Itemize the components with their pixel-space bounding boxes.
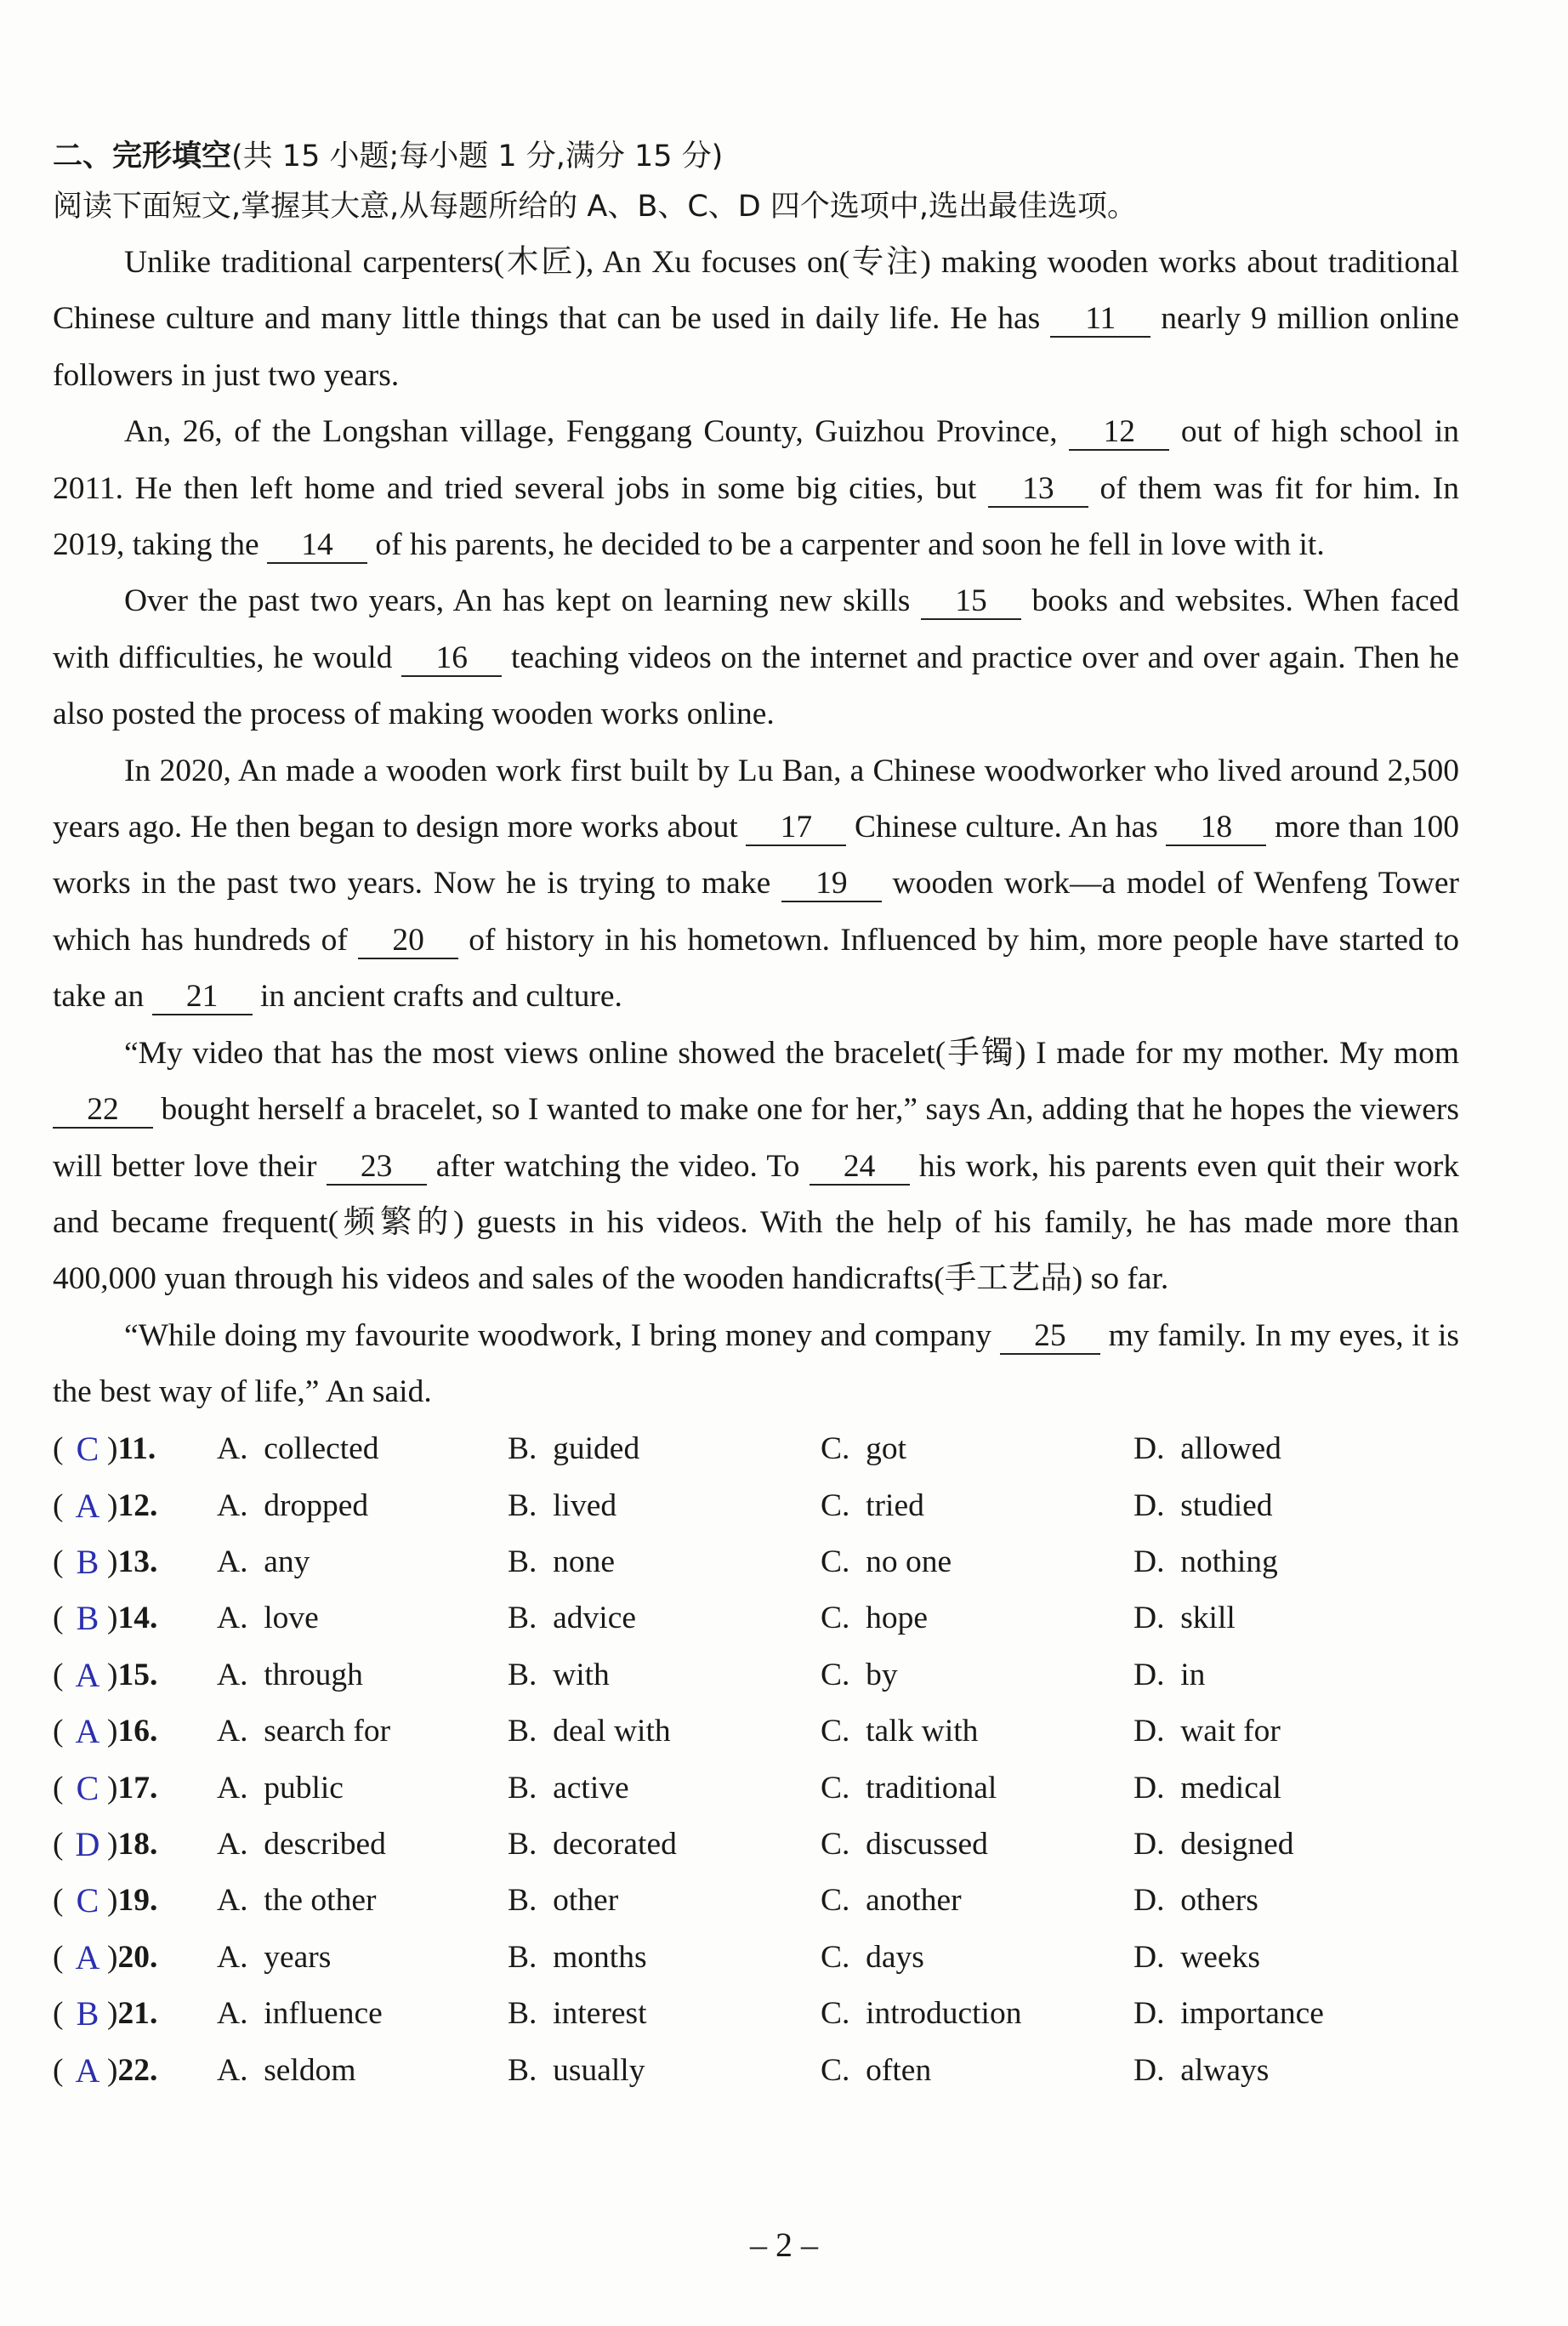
question-row: [53, 1929, 1459, 1985]
option-label: A.: [217, 1544, 248, 1579]
option-label: D.: [1133, 1601, 1165, 1636]
blank-12: 12: [1069, 415, 1169, 451]
option-label: A.: [217, 1996, 248, 2032]
option-label: C.: [821, 1996, 850, 2032]
question-lead: [53, 1711, 217, 1751]
blank-15: 15: [921, 584, 1021, 620]
open-paren: (: [53, 1657, 64, 1692]
option-b: [508, 1939, 821, 1976]
option-label: C.: [821, 1431, 850, 1467]
option-text: studied: [1180, 1487, 1273, 1523]
option-label: D.: [1133, 1431, 1165, 1467]
option-label: C.: [821, 1657, 850, 1692]
option-text: always: [1180, 2052, 1270, 2088]
option-text: designed: [1180, 1826, 1294, 1862]
option-label: D.: [1133, 1939, 1165, 1975]
option-label: A.: [217, 1714, 248, 1749]
question-row: [53, 1421, 1459, 1477]
option-c: [821, 2052, 1133, 2089]
question-row: [53, 1873, 1459, 1929]
question-row: [53, 1533, 1459, 1590]
question-row: [53, 1985, 1459, 2041]
question-lead: [53, 1542, 217, 1582]
option-d: [1133, 1826, 1294, 1863]
option-b: [508, 1882, 821, 1919]
option-label: B.: [508, 1826, 537, 1862]
option-text: search for: [264, 1714, 391, 1749]
page-number: – 2 –: [750, 2226, 818, 2264]
option-label: B.: [508, 1601, 537, 1636]
option-c: [821, 1995, 1133, 2032]
option-text: none: [553, 1544, 616, 1579]
option-a: [217, 1882, 508, 1919]
option-text: allowed: [1180, 1431, 1281, 1467]
answer-letter: D: [75, 1824, 100, 1863]
question-row: [53, 1760, 1459, 1816]
option-text: discussed: [866, 1826, 988, 1862]
option-text: deal with: [553, 1714, 671, 1749]
option-text: interest: [553, 1996, 647, 2032]
question-row: [53, 1816, 1459, 1872]
option-label: A.: [217, 2052, 248, 2088]
open-paren: (: [53, 1601, 64, 1636]
option-b: [508, 1770, 821, 1806]
answer-letter: B: [76, 1599, 99, 1638]
blank-11: 11: [1050, 302, 1150, 338]
option-d: [1133, 1544, 1278, 1580]
option-b: [508, 1544, 821, 1580]
option-text: hope: [866, 1601, 929, 1636]
paragraph-6: “While doing my favourite woodwork, I bring money and company 25 my family. In my eyes, it is the best way of life,” An said.: [53, 1317, 1460, 1410]
option-label: C.: [821, 1714, 850, 1749]
option-text: advice: [553, 1601, 636, 1636]
option-d: [1133, 1770, 1281, 1806]
option-label: A.: [217, 1657, 248, 1692]
option-text: decorated: [553, 1826, 677, 1862]
blank-20: 20: [358, 924, 458, 959]
option-b: [508, 1600, 821, 1636]
option-text: lived: [553, 1487, 617, 1523]
option-d: [1133, 1995, 1324, 2032]
option-text: with: [553, 1657, 610, 1692]
open-paren: (: [53, 1431, 64, 1467]
close-paren: ): [107, 1826, 118, 1862]
option-text: any: [264, 1544, 310, 1579]
option-label: A.: [217, 1487, 248, 1523]
option-label: D.: [1133, 1770, 1165, 1806]
section-instruction: 阅读下面短文,掌握其大意,从每题所给的 A、B、C、D 四个选项中,选出最佳选项。: [53, 190, 1137, 224]
option-text: years: [264, 1939, 332, 1975]
option-d: [1133, 1939, 1260, 1976]
paragraph-1: Unlike traditional carpenters(木匠), An Xu focuses on(专注) making wooden works about traditional Chinese culture and many little things that can be used in daily life. He has 11 nearly 9 million online followers in just two years.: [53, 245, 1459, 393]
option-label: A.: [217, 1826, 248, 1862]
open-paren: (: [53, 1487, 64, 1523]
option-c: [821, 1544, 1133, 1580]
question-number: 22.: [117, 2052, 158, 2088]
option-a: [217, 1995, 508, 2032]
option-text: in: [1180, 1657, 1206, 1692]
blank-18: 18: [1166, 810, 1266, 846]
option-c: [821, 1939, 1133, 1976]
option-label: B.: [508, 1657, 537, 1692]
question-lead: [53, 1768, 217, 1808]
close-paren: ): [107, 1431, 118, 1467]
answer-options: [53, 1421, 1459, 2099]
question-number: 18.: [117, 1826, 158, 1862]
option-d: [1133, 1713, 1281, 1749]
option-c: [821, 1600, 1133, 1636]
question-number: 11.: [117, 1431, 156, 1467]
option-text: often: [866, 2052, 932, 2088]
option-c: [821, 1713, 1133, 1749]
option-text: introduction: [866, 1996, 1022, 2032]
open-paren: (: [53, 2052, 64, 2088]
option-text: no one: [866, 1544, 952, 1579]
option-label: A.: [217, 1601, 248, 1636]
question-number: 15.: [117, 1657, 158, 1692]
blank-16: 16: [401, 641, 502, 677]
option-text: usually: [553, 2052, 645, 2088]
option-text: described: [264, 1826, 386, 1862]
option-d: [1133, 1487, 1273, 1524]
blank-14: 14: [267, 528, 367, 564]
option-label: D.: [1133, 1826, 1165, 1862]
option-label: B.: [508, 1883, 537, 1919]
paragraph-5: “My video that has the most views online showed the bracelet(手镯) I made for my mother. My mom 22 bought herself a bracelet, so I wanted to make one for her,” says An, adding that he hopes the viewers will better love their 23 after watching the video. To 24 his work, his parents even quit their work and became frequent(频繁的) guests in his videos. With the help of his family, he has made more than 400,000 yuan through his videos and sales of the wooden handicrafts(手工艺品) so far.: [53, 1035, 1460, 1297]
option-b: [508, 1826, 821, 1863]
question-lead: [53, 1824, 217, 1864]
blank-13: 13: [988, 472, 1088, 508]
close-paren: ): [107, 2052, 118, 2088]
option-label: D.: [1133, 1883, 1165, 1919]
answer-letter: A: [75, 1655, 100, 1694]
question-number: 20.: [117, 1939, 158, 1975]
option-text: other: [553, 1883, 619, 1919]
option-text: dropped: [264, 1487, 369, 1523]
option-label: D.: [1133, 1657, 1165, 1692]
answer-letter: A: [75, 2050, 100, 2090]
close-paren: ): [107, 1714, 118, 1749]
option-text: tried: [866, 1487, 924, 1523]
option-label: C.: [821, 1601, 850, 1636]
option-text: nothing: [1180, 1544, 1278, 1579]
question-lead: [53, 1598, 217, 1638]
answer-letter: B: [76, 1994, 99, 2033]
question-lead: [53, 2050, 217, 2090]
option-a: [217, 1487, 508, 1524]
open-paren: (: [53, 1544, 64, 1579]
option-label: B.: [508, 1544, 537, 1579]
option-label: D.: [1133, 1487, 1165, 1523]
option-c: [821, 1430, 1133, 1467]
option-text: medical: [1180, 1770, 1281, 1806]
close-paren: ): [107, 1883, 118, 1919]
question-row: [53, 1703, 1459, 1759]
option-text: importance: [1180, 1996, 1324, 2032]
option-text: wait for: [1180, 1714, 1281, 1749]
option-a: [217, 1657, 508, 1693]
option-a: [217, 1939, 508, 1976]
option-b: [508, 1487, 821, 1524]
answer-letter: B: [76, 1543, 99, 1581]
open-paren: (: [53, 1770, 64, 1806]
blank-17: 17: [746, 810, 846, 846]
option-label: B.: [508, 1487, 537, 1523]
option-label: C.: [821, 1826, 850, 1862]
question-row: [53, 2042, 1459, 2098]
option-b: [508, 2052, 821, 2089]
question-lead: [53, 1937, 217, 1977]
paragraph-3: Over the past two years, An has kept on learning new skills 15 books and websites. When faced with difficulties, he would 16 teaching videos on the internet and practice over and over again. Then he also posted the process of making wooden works online.: [53, 583, 1459, 732]
open-paren: (: [53, 1883, 64, 1919]
question-row: [53, 1477, 1459, 1533]
question-number: 21.: [117, 1996, 158, 2032]
option-text: others: [1180, 1883, 1258, 1919]
option-c: [821, 1826, 1133, 1863]
option-a: [217, 1600, 508, 1636]
close-paren: ): [107, 1657, 118, 1692]
question-number: 12.: [117, 1487, 158, 1523]
answer-letter: C: [76, 1768, 99, 1807]
answer-letter: C: [76, 1881, 99, 1920]
option-text: influence: [264, 1996, 383, 2032]
blank-24: 24: [810, 1150, 910, 1186]
open-paren: (: [53, 1939, 64, 1975]
open-paren: (: [53, 1714, 64, 1749]
option-b: [508, 1995, 821, 2032]
question-number: 14.: [117, 1601, 158, 1636]
option-label: B.: [508, 1770, 537, 1806]
answer-letter: A: [75, 1712, 100, 1751]
close-paren: ): [107, 1770, 118, 1806]
option-label: B.: [508, 1714, 537, 1749]
option-label: C.: [821, 2052, 850, 2088]
option-d: [1133, 1600, 1236, 1636]
option-text: public: [264, 1770, 344, 1806]
option-text: talk with: [866, 1714, 979, 1749]
option-label: D.: [1133, 2052, 1165, 2088]
option-label: B.: [508, 1431, 537, 1467]
blank-23: 23: [327, 1150, 427, 1186]
question-number: 16.: [117, 1714, 158, 1749]
question-lead: [53, 1486, 217, 1526]
option-c: [821, 1770, 1133, 1806]
option-label: C.: [821, 1939, 850, 1975]
option-label: B.: [508, 1996, 537, 2032]
option-b: [508, 1430, 821, 1467]
question-row: [53, 1646, 1459, 1703]
option-label: C.: [821, 1487, 850, 1523]
option-text: weeks: [1180, 1939, 1260, 1975]
option-c: [821, 1657, 1133, 1693]
paragraph-4: In 2020, An made a wooden work first built by Lu Ban, a Chinese woodworker who lived around 2,500 years ago. He then began to design more works about 17 Chinese culture. An has 18 more than 100 works in the past two years. Now he is trying to make 19 wooden work—a model of Wenfeng Tower which has hundreds of 20 of history in his hometown. Influenced by him, more people have started to take an 21 in ancient crafts and culture.: [53, 753, 1459, 1015]
option-text: the other: [264, 1883, 377, 1919]
blank-22: 22: [53, 1093, 153, 1129]
option-label: D.: [1133, 1714, 1165, 1749]
question-lead: [53, 1993, 217, 2033]
question-lead: [53, 1880, 217, 1920]
option-label: B.: [508, 2052, 537, 2088]
option-label: C.: [821, 1883, 850, 1919]
option-text: love: [264, 1601, 319, 1636]
option-a: [217, 1770, 508, 1806]
option-text: seldom: [264, 2052, 356, 2088]
close-paren: ): [107, 1601, 118, 1636]
option-a: [217, 1544, 508, 1580]
question-row: [53, 1590, 1459, 1646]
question-number: 13.: [117, 1544, 158, 1579]
option-a: [217, 1430, 508, 1467]
option-b: [508, 1713, 821, 1749]
close-paren: ): [107, 1996, 118, 2032]
option-label: C.: [821, 1770, 850, 1806]
question-lead: [53, 1655, 217, 1695]
option-b: [508, 1657, 821, 1693]
option-text: days: [866, 1939, 924, 1975]
option-text: another: [866, 1883, 962, 1919]
open-paren: (: [53, 1826, 64, 1862]
option-text: guided: [553, 1431, 640, 1467]
option-label: A.: [217, 1883, 248, 1919]
option-text: traditional: [866, 1770, 997, 1806]
blank-25: 25: [1000, 1319, 1100, 1355]
blank-21: 21: [152, 980, 253, 1015]
close-paren: ): [107, 1487, 118, 1523]
option-label: D.: [1133, 1544, 1165, 1579]
option-c: [821, 1487, 1133, 1524]
question-number: 17.: [117, 1770, 158, 1806]
option-label: A.: [217, 1770, 248, 1806]
answer-letter: A: [75, 1937, 100, 1976]
question-lead: [53, 1429, 217, 1469]
option-d: [1133, 1430, 1281, 1467]
option-text: active: [553, 1770, 629, 1806]
option-text: through: [264, 1657, 363, 1692]
option-d: [1133, 1657, 1205, 1693]
answer-letter: C: [76, 1430, 99, 1469]
option-text: months: [553, 1939, 647, 1975]
option-text: skill: [1180, 1601, 1236, 1636]
cloze-passage: [53, 235, 1459, 1421]
option-label: A.: [217, 1431, 248, 1467]
option-d: [1133, 2052, 1269, 2089]
option-label: B.: [508, 1939, 537, 1975]
option-label: A.: [217, 1939, 248, 1975]
option-a: [217, 1713, 508, 1749]
option-text: by: [866, 1657, 898, 1692]
close-paren: ): [107, 1544, 118, 1579]
answer-letter: A: [75, 1486, 100, 1525]
open-paren: (: [53, 1996, 64, 2032]
question-number: 19.: [117, 1883, 158, 1919]
section-title: 二、完形填空(共 15 小题;每小题 1 分,满分 15 分): [53, 139, 724, 173]
option-d: [1133, 1882, 1258, 1919]
close-paren: ): [107, 1939, 118, 1975]
option-label: C.: [821, 1544, 850, 1579]
blank-19: 19: [781, 867, 882, 902]
option-a: [217, 2052, 508, 2089]
option-text: collected: [264, 1431, 379, 1467]
option-text: got: [866, 1431, 907, 1467]
option-a: [217, 1826, 508, 1863]
paragraph-2: An, 26, of the Longshan village, Fenggang County, Guizhou Province, 12 out of high school in 2011. He then left home and tried several jobs in some big cities, but 13 of them was fit for him. In 2019, taking the 14 of his parents, he decided to be a carpenter and soon he fell in love with it.: [53, 414, 1460, 563]
option-c: [821, 1882, 1133, 1919]
option-label: D.: [1133, 1996, 1165, 2032]
